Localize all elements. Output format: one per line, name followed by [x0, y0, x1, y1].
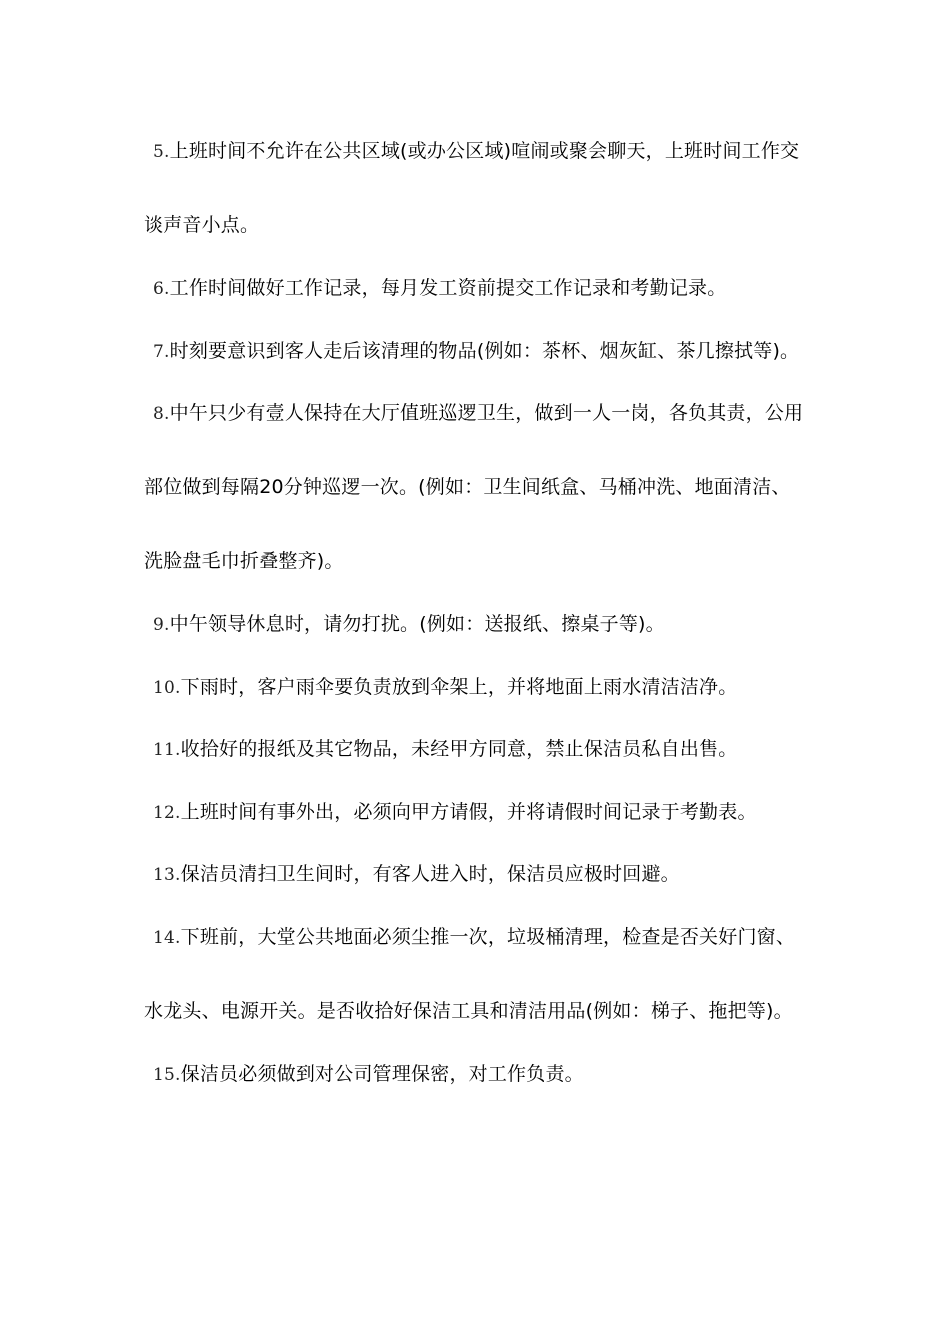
line-text: 时刻要意识到客人走后该清理的物品(例如：茶杯、烟灰缸、茶几擦拭等)。 [169, 340, 800, 362]
line-text: 保洁员清扫卫生间时，有客人进入时，保洁员应极时回避。 [180, 863, 680, 885]
item-number: 12. [153, 803, 181, 823]
rule-5-line-2 [144, 213, 259, 237]
item-number: 13. [153, 865, 181, 885]
line-text: 上班时间不允许在公共区域(或办公区域)喧闹或聚会聊天，上班时间工作交 [169, 140, 800, 162]
item-number: 11. [153, 740, 181, 760]
line-text: 谈声音小点。 [144, 214, 260, 236]
item-number: 6. [153, 279, 170, 299]
item-number: 14. [153, 928, 181, 948]
rule-7 [153, 339, 799, 364]
item-number: 7. [153, 342, 170, 362]
rule-9 [153, 612, 665, 637]
item-number: 15. [153, 1065, 181, 1085]
line-text: 中午只少有壹人保持在大厅值班巡逻卫生，做到一人一岗，各负其责，公用 [169, 402, 804, 424]
rule-14-line-1 [153, 925, 795, 950]
rule-14-line-2 [144, 999, 793, 1023]
item-number: 9. [153, 615, 170, 635]
line-text: 下雨时，客户雨伞要负责放到伞架上，并将地面上雨水清洁洁净。 [180, 676, 738, 698]
item-number: 10. [153, 678, 181, 698]
rule-5-line-1 [153, 139, 799, 164]
line-text: 部位做到每隔20分钟巡逻一次。(例如：卫生间纸盒、马桶冲洗、地面清洁、 [144, 476, 791, 498]
line-text: 水龙头、电源开关。是否收拾好保洁工具和清洁用品(例如：梯子、拖把等)。 [144, 1000, 793, 1022]
rule-8-line-3 [144, 549, 344, 573]
item-number: 8. [153, 404, 170, 424]
line-text: 下班前，大堂公共地面必须尘推一次，垃圾桶清理，检查是否关好门窗、 [180, 926, 796, 948]
item-number: 5. [153, 142, 170, 162]
rule-15 [153, 1062, 584, 1087]
line-text: 洗脸盘毛巾折叠整齐)。 [144, 550, 344, 572]
line-text: 收拾好的报纸及其它物品，未经甲方同意，禁止保洁员私自出售。 [180, 738, 738, 760]
rule-10 [153, 675, 737, 700]
rule-8-line-1 [153, 401, 803, 426]
rule-8-line-2 [144, 475, 791, 499]
line-text: 保洁员必须做到对公司管理保密，对工作负责。 [180, 1063, 584, 1085]
line-text: 上班时间有事外出，必须向甲方请假，并将请假时间记录于考勤表。 [180, 801, 757, 823]
rule-6 [153, 276, 726, 301]
rule-11 [153, 737, 737, 762]
line-text: 中午领导休息时，请勿打扰。(例如：送报纸、擦桌子等)。 [169, 613, 665, 635]
line-text: 工作时间做好工作记录，每月发工资前提交工作记录和考勤记录。 [169, 277, 727, 299]
rule-12 [153, 800, 757, 825]
rule-13 [153, 862, 680, 887]
